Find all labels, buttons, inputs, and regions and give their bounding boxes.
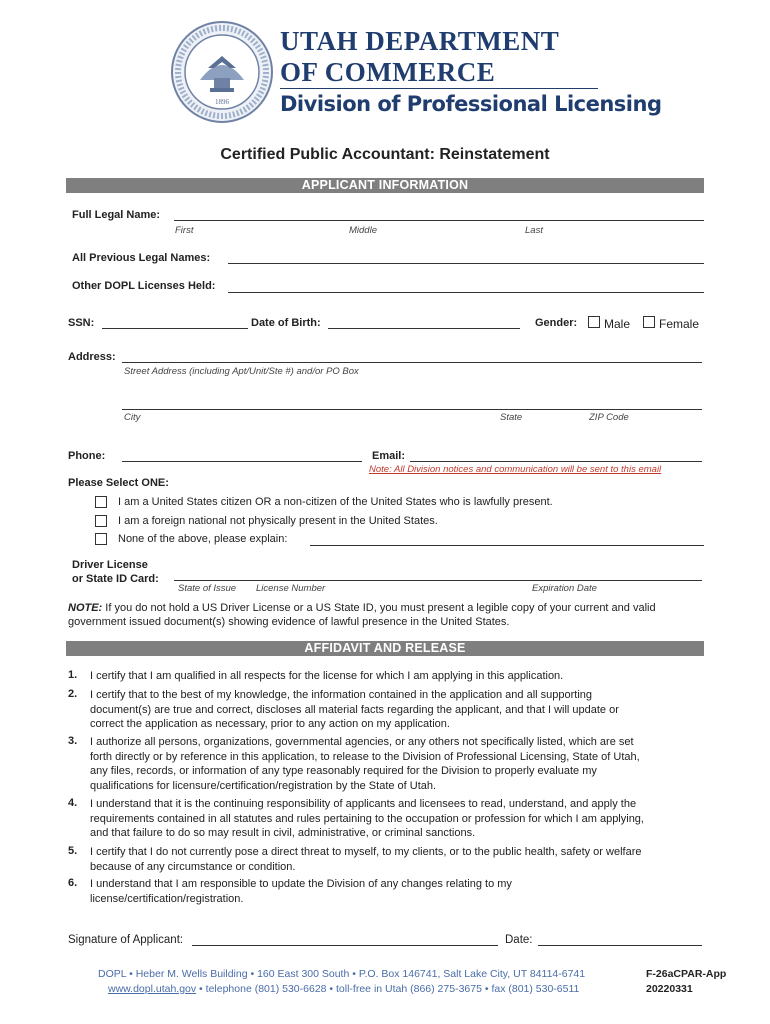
- note-prefix: NOTE:: [68, 602, 103, 614]
- affidavit-number-4: 4.: [68, 797, 78, 809]
- org-name-line2: OF COMMERCE: [280, 57, 496, 87]
- gender-male-checkbox[interactable]: [588, 316, 600, 328]
- form-date: 20220331: [646, 983, 693, 995]
- phone-input[interactable]: [122, 461, 362, 462]
- affidavit-item-5: [90, 845, 710, 874]
- dob-label: Date of Birth:: [251, 317, 321, 329]
- foreign-national-option-label: I am a foreign national not physically present in the United States.: [118, 515, 438, 527]
- signature-label: Signature of Applicant:: [68, 934, 184, 946]
- middle-name-hint: Middle: [349, 225, 377, 236]
- citizen-option-label: I am a United States citizen OR a non-citizen of the United States who is lawfully present.: [118, 496, 553, 508]
- previous-names-input[interactable]: [228, 263, 704, 264]
- email-note: Note: All Division notices and communication will be sent to this email: [369, 464, 662, 475]
- last-name-hint: Last: [525, 225, 543, 236]
- affidavit-item-6: [90, 877, 710, 906]
- signature-input[interactable]: [192, 945, 498, 946]
- affidavit-number-5: 5.: [68, 845, 78, 857]
- affidavit-item-2-line: document(s) are true and correct, discloses all material facts regarding the applicant, and that I will update or: [90, 703, 619, 716]
- affidavit-item-3-line: I authorize all persons, organizations, governmental agencies, or any others not specifically listed, which are set: [90, 736, 634, 748]
- phone-label: Phone:: [68, 450, 106, 462]
- city-state-zip-input[interactable]: [122, 409, 702, 410]
- full-legal-name-input[interactable]: [174, 220, 704, 221]
- logo-rule: [280, 88, 598, 89]
- affidavit-item-3-line: qualifications for licensure/certification/registration by the State of Utah.: [90, 779, 437, 792]
- affidavit-item-6-line: I understand that I am responsible to update the Division of any changes relating to my: [90, 878, 512, 890]
- gender-male-label: Male: [604, 317, 631, 331]
- affidavit-item-6-line: license/certification/registration.: [90, 892, 244, 905]
- street-address-hint: Street Address (including Apt/Unit/Ste #) and/or PO Box: [124, 366, 359, 377]
- state-of-issue-hint: State of Issue: [178, 583, 237, 594]
- driver-license-input[interactable]: [174, 580, 702, 581]
- footer-contact: [108, 983, 579, 995]
- gender-female-label: Female: [659, 317, 700, 331]
- form-code: F-26aCPAR-App: [646, 968, 727, 980]
- first-name-hint: First: [175, 225, 194, 236]
- gender-female-checkbox[interactable]: [643, 316, 655, 328]
- section-applicant-information: APPLICANT INFORMATION: [66, 178, 704, 193]
- affidavit-item-1-line: I certify that I am qualified in all respects for the license for which I am applying in this application.: [90, 670, 564, 682]
- signature-date-input[interactable]: [538, 945, 702, 946]
- other-licenses-input[interactable]: [228, 292, 704, 293]
- affidavit-item-2-line: I certify that to the best of my knowledge, the information contained in the application and all supporting: [90, 689, 593, 701]
- dob-input[interactable]: [328, 328, 520, 329]
- none-option-label: None of the above, please explain:: [118, 533, 288, 545]
- note-line1: If you do not hold a US Driver License or a US State ID, you must present a legible copy of your current and valid: [102, 602, 656, 614]
- affidavit-item-4-line: I understand that it is the continuing responsibility of applicants and licensees to read, understand, and apply the: [90, 798, 637, 810]
- form-title: Certified Public Accountant: Reinstatement: [220, 146, 550, 163]
- footer-contact-text: • telephone (801) 530-6628 • toll-free in Utah (866) 275-3675 • fax (801) 530-6511: [196, 983, 580, 995]
- zip-hint: ZIP Code: [589, 412, 629, 423]
- address-label: Address:: [68, 351, 116, 363]
- affidavit-item-4-line: requirements contained in all statutes and rules pertaining to the occupation or profession for which I am applying,: [90, 812, 644, 825]
- lawful-presence-note: [68, 601, 718, 629]
- affidavit-item-2: [90, 688, 710, 732]
- affidavit-item-2-line: correct the application as necessary, prior to any action on my application.: [90, 718, 450, 730]
- other-licenses-label: Other DOPL Licenses Held:: [72, 280, 216, 292]
- affidavit-item-3: [90, 735, 710, 793]
- affidavit-number-3: 3.: [68, 735, 78, 747]
- license-number-hint: License Number: [256, 583, 326, 594]
- svg-text:1896: 1896: [215, 98, 229, 106]
- citizen-option-checkbox[interactable]: [95, 496, 107, 508]
- affidavit-item-4: [90, 797, 710, 841]
- footer-address: DOPL • Heber M. Wells Building • 160 East 300 South • P.O. Box 146741, Salt Lake City, UT 84114-6741: [98, 968, 586, 980]
- org-name-line1: UTAH DEPARTMENT: [280, 26, 560, 56]
- note-line2: government issued document(s) showing evidence of lawful presence in the United States.: [68, 616, 510, 628]
- street-address-input[interactable]: [122, 362, 702, 363]
- select-one-label: Please Select ONE:: [68, 477, 169, 489]
- city-hint: City: [124, 412, 141, 423]
- affidavit-number-2: 2.: [68, 688, 78, 700]
- ssn-label: SSN:: [68, 317, 95, 329]
- ssn-input[interactable]: [102, 328, 248, 329]
- state-hint: State: [500, 412, 523, 423]
- full-legal-name-label: Full Legal Name:: [72, 209, 161, 221]
- driver-license-label-line2: or State ID Card:: [72, 573, 159, 585]
- email-label: Email:: [372, 450, 406, 462]
- driver-license-label-line1: Driver License: [72, 559, 148, 571]
- affidavit-item-3-line: forth directly or by reference in this application, to release to the Division of Professional Licensing, State of Utah,: [90, 750, 640, 763]
- expiration-date-hint: Expiration Date: [532, 583, 597, 594]
- none-explain-input[interactable]: [310, 545, 704, 546]
- email-input[interactable]: [410, 461, 702, 462]
- signature-date-label: Date:: [505, 934, 533, 946]
- state-seal-logo: [170, 20, 274, 124]
- affidavit-number-1: 1.: [68, 669, 78, 681]
- affidavit-item-5-line: I certify that I do not currently pose a direct threat to myself, to my clients, or to the public health, safety or welfare: [90, 846, 642, 858]
- affidavit-item-5-line: because of any circumstance or condition.: [90, 860, 296, 873]
- section-affidavit-and-release: AFFIDAVIT AND RELEASE: [66, 641, 704, 656]
- division-name: Division of Professional Licensing: [280, 92, 662, 116]
- none-option-checkbox[interactable]: [95, 533, 107, 545]
- affidavit-item-3-line: any files, records, or information of any type reasonably required for the Division to properly evaluate my: [90, 765, 597, 777]
- affidavit-item-4-line: and that failure to do so may result in civil, administrative, or criminal sanctions.: [90, 827, 476, 839]
- footer-website-link[interactable]: www.dopl.utah.gov: [108, 983, 197, 995]
- gender-label: Gender:: [535, 317, 578, 329]
- foreign-national-option-checkbox[interactable]: [95, 515, 107, 527]
- previous-names-label: All Previous Legal Names:: [72, 252, 211, 264]
- affidavit-item-1: [90, 669, 710, 684]
- affidavit-number-6: 6.: [68, 877, 78, 889]
